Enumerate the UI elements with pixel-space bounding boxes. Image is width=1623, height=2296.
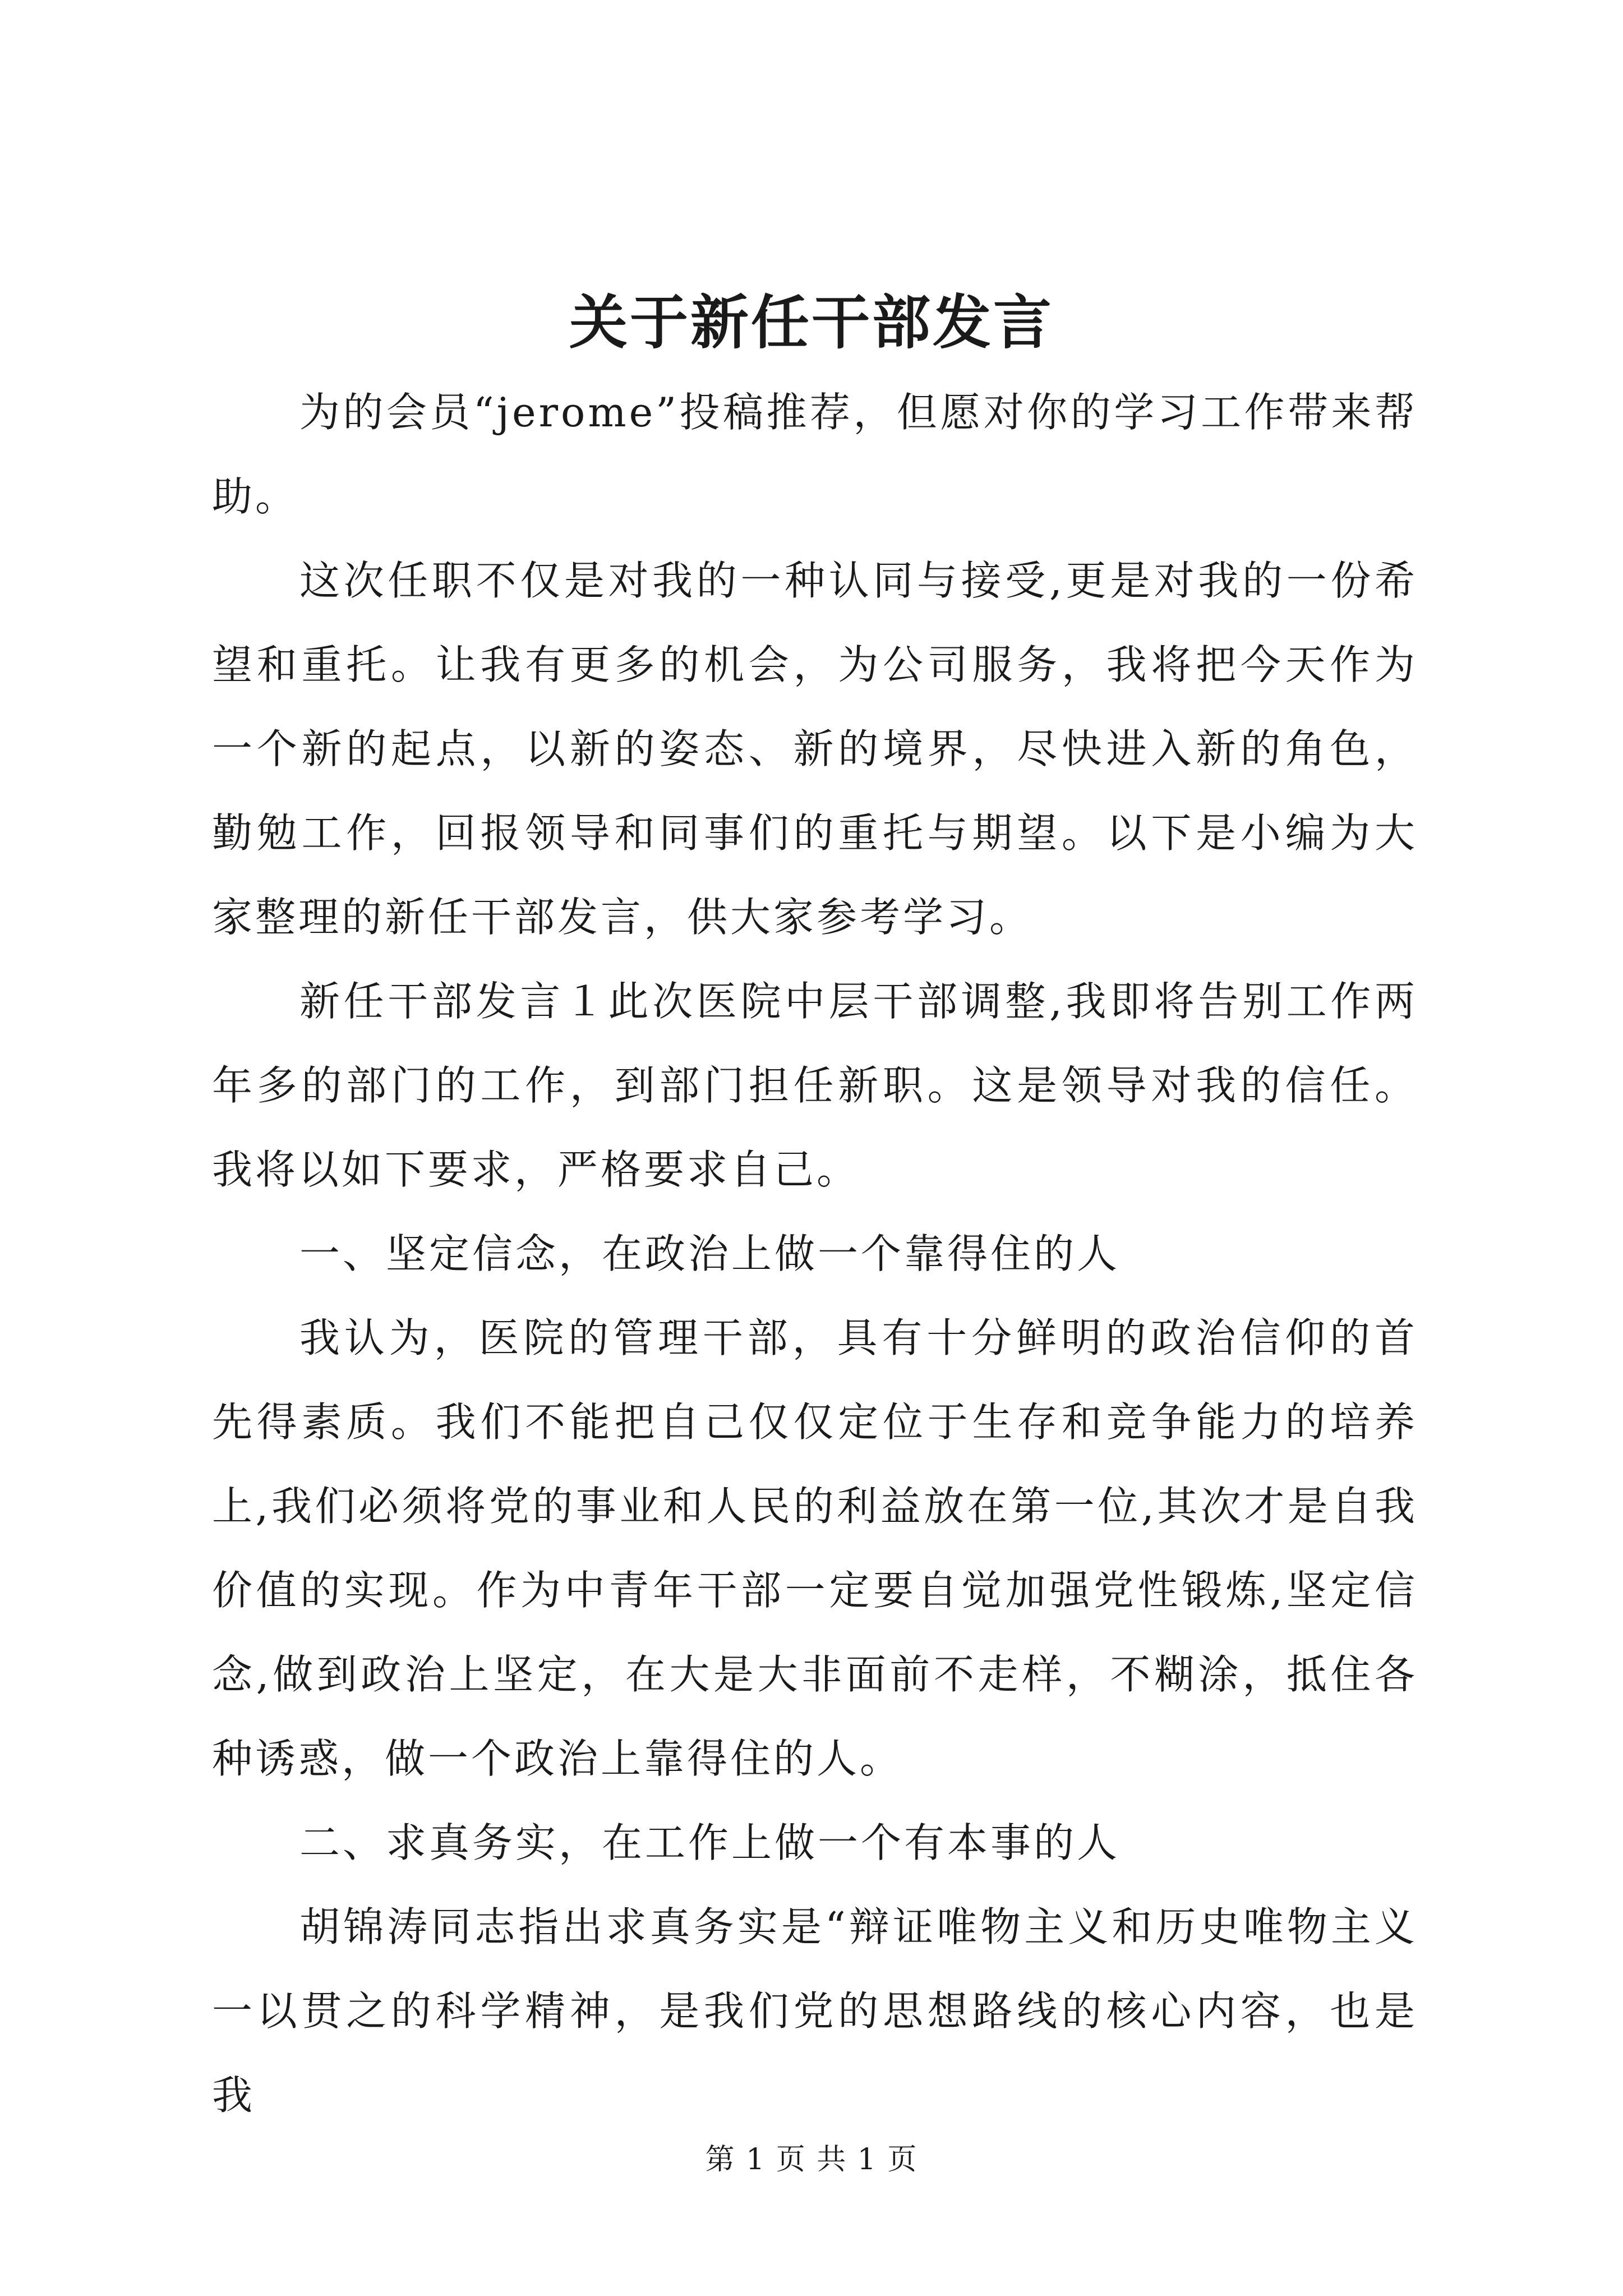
paragraph-intro: 为的会员“jerome”投稿推荐，但愿对你的学习工作带来帮助。 bbox=[212, 389, 1418, 520]
paragraph-pragmatism: 胡锦涛同志指出求真务实是“辩证唯物主义和历史唯物主义一以贯之的科学精神，是我们党的思想路线的核心内容，也是我 bbox=[212, 1903, 1418, 2119]
document-title: 关于新任干部发言 bbox=[569, 288, 1054, 357]
paragraph-speech-1: 新任干部发言１此次医院中层干部调整,我即将告别工作两年多的部门的工作，到部门担任新职。这是领导对我的信任。我将以如下要求，严格要求自己。 bbox=[212, 978, 1418, 1193]
document-body bbox=[212, 370, 1418, 2137]
paragraph-politics: 我认为，医院的管理干部，具有十分鲜明的政治信仰的首先得素质。我们不能把自己仅仅定位于生存和竞争能力的培养上,我们必须将党的事业和人民的利益放在第一位,其次才是自我价值的实现。作为中青年干部一定要自觉加强党性锻炼,坚定信念,做到政治上坚定，在大是大非面前不走样，不糊涂，抵住各种诱惑，做一个政治上靠得住的人。 bbox=[212, 1314, 1418, 1782]
section-heading-1: 一、坚定信念，在政治上做一个靠得住的人 bbox=[299, 1230, 1121, 1277]
section-heading-2: 二、求真务实，在工作上做一个有本事的人 bbox=[299, 1819, 1121, 1866]
page-footer: 第 1 页 共 1 页 bbox=[705, 2143, 918, 2177]
paragraph-appointment: 这次任职不仅是对我的一种认同与接受,更是对我的一份希望和重托。让我有更多的机会，为公司服务，我将把今天作为一个新的起点，以新的姿态、新的境界，尽快进入新的角色，勤勉工作，回报领导和同事们的重托与期望。以下是小编为大家整理的新任干部发言，供大家参考学习。 bbox=[212, 557, 1418, 941]
